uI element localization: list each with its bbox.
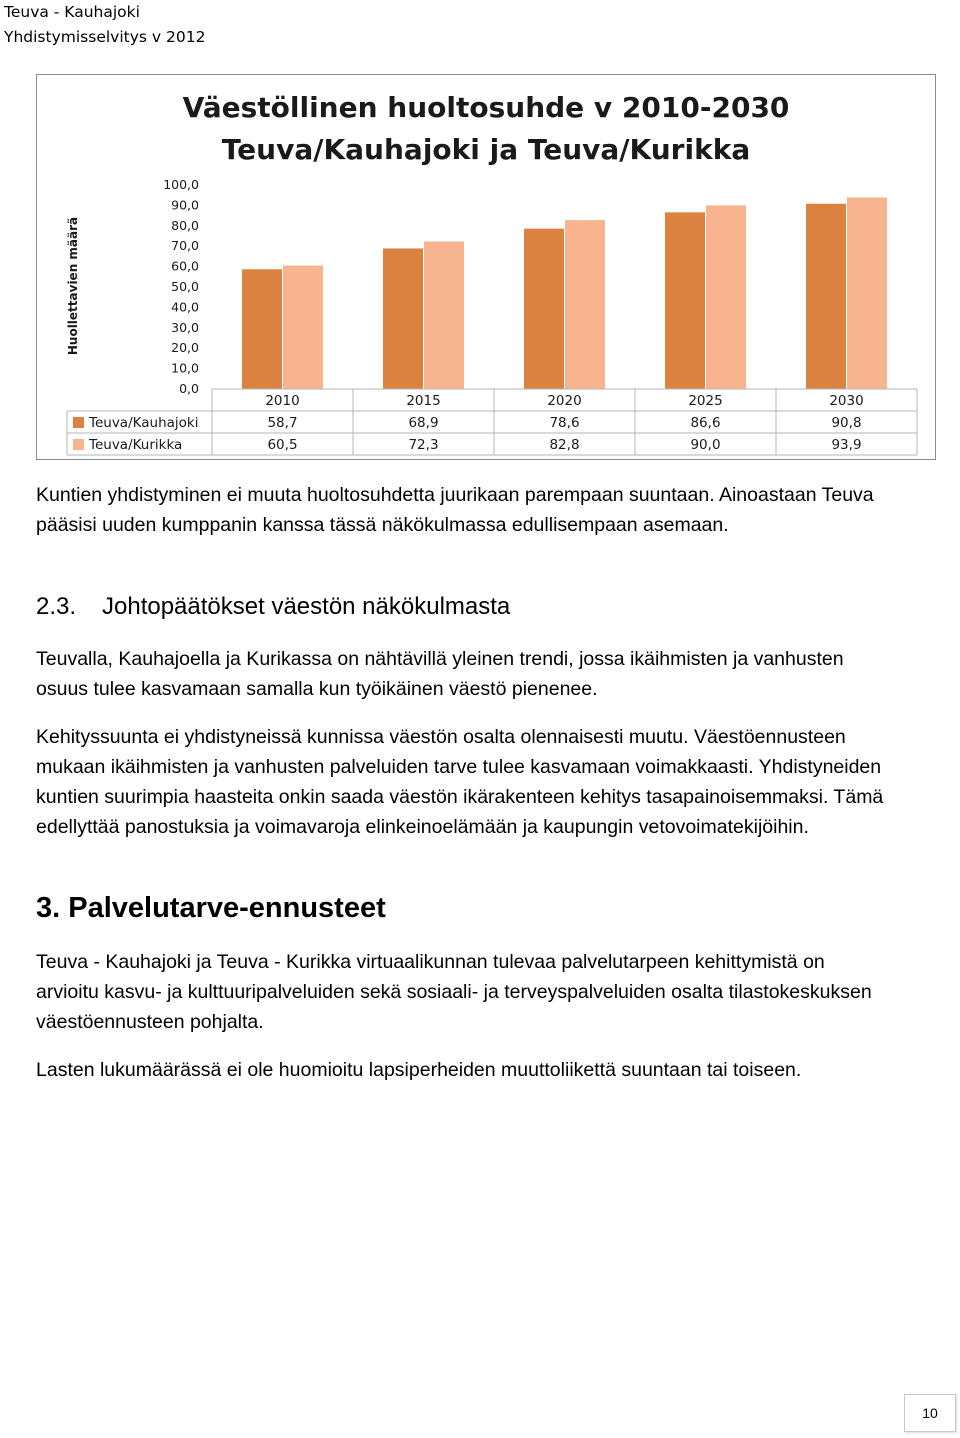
header-title: Teuva - Kauhajoki bbox=[4, 3, 140, 21]
x-category-label: 2030 bbox=[829, 393, 864, 409]
section-heading-3: 3. Palvelutarve-ennusteet bbox=[36, 892, 386, 924]
bar-teuva-kauhajoki bbox=[665, 212, 705, 389]
header-subtitle: Yhdistymisselvitys v 2012 bbox=[4, 28, 206, 46]
bar-teuva-kurikka bbox=[706, 205, 746, 389]
y-tick-label: 0,0 bbox=[179, 381, 199, 396]
legend-series-name: Teuva/Kurikka bbox=[89, 437, 183, 453]
data-table-value: 82,8 bbox=[549, 437, 580, 453]
chart-canvas bbox=[37, 75, 935, 459]
bar-teuva-kurikka bbox=[424, 242, 464, 389]
y-tick-label: 70,0 bbox=[171, 238, 199, 254]
x-category-label: 2025 bbox=[688, 393, 723, 409]
bar-teuva-kauhajoki bbox=[242, 269, 282, 389]
y-tick-label: 10,0 bbox=[171, 360, 199, 376]
page-number: 10 bbox=[904, 1394, 956, 1432]
paragraph-1: Kuntien yhdistyminen ei muuta huoltosuhdetta juurikaan parempaan suuntaan. Ainoastaan Teuva pääsisi uuden kumppanin kanssa tässä näkökulmassa edullisempaan asemaan. bbox=[36, 484, 874, 536]
bar-teuva-kurikka bbox=[565, 220, 605, 389]
bar-teuva-kauhajoki bbox=[383, 248, 423, 389]
bar-teuva-kurikka bbox=[847, 197, 887, 389]
data-table-value: 93,9 bbox=[831, 437, 862, 453]
data-table-value: 72,3 bbox=[408, 437, 439, 453]
x-category-label: 2020 bbox=[547, 393, 582, 409]
dependency-ratio-chart bbox=[36, 74, 936, 460]
y-tick-label: 50,0 bbox=[171, 279, 199, 294]
data-table-value: 86,6 bbox=[690, 415, 721, 431]
chart-title-line2: Teuva/Kauhajoki ja Teuva/Kurikka bbox=[221, 133, 751, 166]
y-axis-label: Huollettavien määrä bbox=[66, 216, 80, 356]
y-tick-label: 40,0 bbox=[171, 299, 199, 315]
x-category-label: 2010 bbox=[265, 393, 300, 409]
section-title: Johtopäätökset väestön näkökulmasta bbox=[102, 593, 511, 620]
data-table-value: 60,5 bbox=[267, 437, 298, 453]
legend-swatch bbox=[73, 439, 84, 450]
y-tick-label: 20,0 bbox=[171, 340, 199, 356]
section-number: 2.3. bbox=[36, 593, 77, 620]
y-tick-label: 80,0 bbox=[171, 217, 199, 233]
bar-teuva-kauhajoki bbox=[806, 204, 846, 389]
legend-series-name: Teuva/Kauhajoki bbox=[89, 415, 199, 431]
y-tick-label: 90,0 bbox=[171, 197, 199, 213]
paragraph-5: Lasten lukumäärässä ei ole huomioitu lapsiperheiden muuttoliikettä suuntaan tai toiseen. bbox=[36, 1059, 802, 1081]
data-table-value: 90,8 bbox=[831, 415, 862, 431]
data-table-value: 78,6 bbox=[549, 415, 580, 431]
data-table-value: 68,9 bbox=[408, 415, 439, 431]
y-tick-label: 30,0 bbox=[171, 319, 199, 335]
paragraph-4: Teuva - Kauhajoki ja Teuva - Kurikka virtuaalikunnan tulevaa palvelutarpeen kehittymistä on arvioitu kasvu- ja kulttuuripalveluiden sekä sosiaali- ja terveyspalveluiden osalta tilastokeskuksen väestöennusteen pohjalta. bbox=[36, 951, 872, 1033]
section-heading-2-3 bbox=[36, 592, 510, 622]
chart-title-line1: Väestöllinen huoltosuhde v 2010-2030 bbox=[182, 91, 790, 124]
legend-swatch bbox=[73, 417, 84, 428]
y-tick-label: 60,0 bbox=[171, 258, 199, 274]
bar-teuva-kurikka bbox=[283, 266, 323, 389]
bar-teuva-kauhajoki bbox=[524, 229, 564, 389]
data-table-value: 58,7 bbox=[267, 415, 298, 431]
x-category-label: 2015 bbox=[406, 393, 441, 409]
y-tick-label: 100,0 bbox=[163, 177, 199, 192]
paragraph-2: Teuvalla, Kauhajoella ja Kurikassa on nähtävillä yleinen trendi, jossa ikäihmisten ja vanhusten osuus tulee kasvamaan samalla kun työikäinen väestö pienenee. bbox=[36, 648, 844, 700]
paragraph-3: Kehityssuunta ei yhdistyneissä kunnissa väestön osalta olennaisesti muutu. Väestöennusteen mukaan ikäihmisten ja vanhusten palveluiden tarve tulee kasvamaan voimakkaasti. Yhdistyneiden kuntien suurimpia haasteita onkin saada väestön ikärakenteen kehitys tasapainoisemmaksi. Tämä edellyttää panostuksia ja voimavaroja elinkeinoelämään ja kaupungin vetovoimatekijöihin. bbox=[36, 726, 884, 838]
document-header bbox=[4, 0, 205, 50]
data-table-value: 90,0 bbox=[690, 437, 721, 453]
